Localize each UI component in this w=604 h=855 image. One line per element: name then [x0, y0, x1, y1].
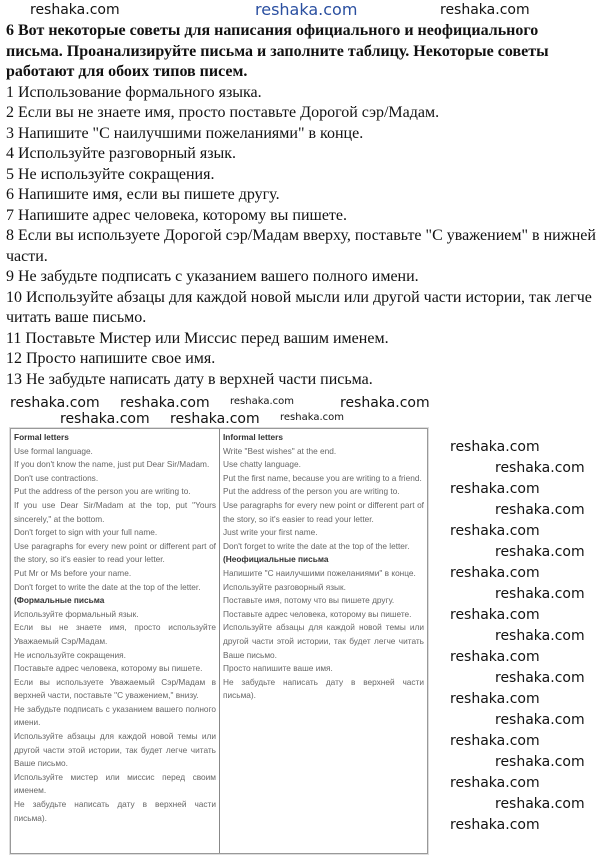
watermark: reshaka.com: [450, 649, 540, 665]
watermark: reshaka.com: [450, 775, 540, 791]
watermark: reshaka.com: [440, 2, 530, 18]
tip-item: 3 Напишите "С наилучшими пожеланиями" в конце.: [6, 124, 364, 142]
column-header-ru: (Неофициальные письма: [223, 554, 329, 565]
tip-item: 4 Используйте разговорный язык.: [6, 145, 237, 162]
table-cell-line: Don't forget to sign with your full name.: [14, 527, 158, 538]
watermark: reshaka.com: [495, 544, 585, 560]
answer-table: [10, 428, 428, 854]
watermark: reshaka.com: [450, 691, 540, 707]
table-cell-line: Put the first name, because you are writing to a friend.: [223, 472, 422, 483]
table-cell-line: Просто напишите ваше имя.: [223, 663, 333, 674]
table-cell-line: Put the address of the person you are writing to.: [14, 486, 191, 497]
tip-item: 8 Если вы используете Дорогой сэр/Мадам вверху, поставьте "С уважением" в нижней части.: [6, 227, 596, 265]
tip-item: 12 Просто напишите свое имя.: [6, 350, 216, 367]
table-cell-line: Поставьте имя, потому что вы пишете другу.: [223, 595, 395, 606]
table-cell-line: Use paragraphs for every new point or different part of the story, so it's easier to read your letter.: [14, 540, 216, 565]
watermark: reshaka.com: [10, 395, 100, 411]
table-cell-line: Используйте абзацы для каждой новой темы или другой части этой истории, так будет легче читать Ваше письмо.: [14, 731, 216, 769]
tip-item: 7 Напишите адрес человека, которому вы пишете.: [6, 206, 348, 224]
table-cell-line: If you use Dear Sir/Madam at the top, put "Yours sincerely," at the bottom.: [14, 499, 216, 524]
watermark: reshaka.com: [495, 712, 585, 728]
watermark: reshaka.com: [340, 395, 430, 411]
table-cell-line: Write "Best wishes" at the end.: [223, 445, 337, 456]
watermark: reshaka.com: [450, 817, 540, 833]
table-cell-line: Just write your first name.: [223, 527, 318, 538]
watermark: reshaka.com: [495, 754, 585, 770]
watermark: reshaka.com: [450, 481, 540, 497]
watermark: reshaka.com: [450, 733, 540, 749]
table-cell-line: Используйте абзацы для каждой новой темы или другой части этой истории, так будет легче читать Ваше письмо.: [223, 622, 424, 660]
table-cell-line: Напишите "С наилучшими пожеланиями" в конце.: [223, 567, 416, 578]
watermark: reshaka.com: [280, 412, 344, 423]
table-cell-line: Используйте разговорный язык.: [223, 581, 346, 592]
watermark: reshaka.com: [30, 2, 120, 18]
tip-item: 1 Использование формального языка.: [6, 83, 262, 101]
watermark: reshaka.com: [170, 411, 260, 427]
table-cell-line: Don't forget to write the date at the top of the letter.: [223, 540, 410, 551]
table-cell-line: Use formal language.: [14, 445, 93, 456]
watermark: reshaka.com: [495, 502, 585, 518]
watermark: reshaka.com: [60, 411, 150, 427]
column-header: Informal letters: [223, 432, 283, 442]
table-cell-line: Поставьте адрес человека, которому вы пишете.: [223, 608, 412, 619]
table-cell-line: Put Mr or Ms before your name.: [14, 567, 132, 578]
table-cell-line: Если вы не знаете имя, просто используйте Уважаемый Сэр/Мадам.: [14, 622, 216, 646]
watermark: reshaka.com: [495, 586, 585, 602]
watermark: reshaka.com: [450, 607, 540, 623]
watermark: reshaka.com: [450, 523, 540, 539]
table-cell-line: If you don't know the name, just put Dear Sir/Madam.: [14, 459, 210, 470]
exercise-text: [6, 21, 598, 390]
table-cell-line: Don't forget to write the date at the top of the letter.: [14, 581, 201, 592]
table-cell-line: Put the address of the person you are writing to.: [223, 486, 400, 497]
tip-item: 13 Не забудьте написать дату в верхней части письма.: [6, 370, 373, 388]
watermark: reshaka.com: [255, 0, 358, 19]
table-cell-line: Use chatty language.: [223, 459, 301, 470]
table-cell-line: Не используйте сокращения.: [14, 649, 126, 660]
table-cell-line: Не забудьте написать дату в верхней части письма).: [14, 799, 216, 823]
table-cell-line: Не забудьте написать дату в верхней части письма).: [223, 676, 424, 701]
column-header-ru: (Формальные письма: [14, 595, 105, 606]
watermark: reshaka.com: [230, 396, 294, 407]
tip-item: 9 Не забудьте подписать с указанием вашего полного имени.: [6, 268, 419, 285]
watermark: reshaka.com: [120, 395, 210, 411]
formal-letters-column: [11, 429, 219, 853]
table-cell-line: Поставьте адрес человека, которому вы пишете.: [14, 663, 203, 674]
watermark: reshaka.com: [495, 460, 585, 476]
tip-item: 2 Если вы не знаете имя, просто поставьте Дорогой сэр/Мадам.: [6, 104, 440, 121]
informal-letters-column: [219, 429, 427, 853]
table-cell-line: Don't use contractions.: [14, 472, 99, 483]
watermark: reshaka.com: [450, 439, 540, 455]
watermark: reshaka.com: [450, 565, 540, 581]
watermark: reshaka.com: [495, 796, 585, 812]
table-cell-line: Используйте мистер или миссис перед своим именем.: [14, 771, 216, 796]
table-cell-line: Use paragraphs for every new point or different part of the story, so it's easier to read your letter.: [223, 499, 424, 524]
table-cell-line: Используйте формальный язык.: [14, 608, 139, 619]
tips-list: [6, 83, 598, 391]
tip-item: 5 Не используйте сокращения.: [6, 165, 215, 183]
watermark: reshaka.com: [495, 628, 585, 644]
watermark: reshaka.com: [495, 670, 585, 686]
exercise-title: 6 Вот некоторые советы для написания официального и неофициального письма. Проанализируйте письма и заполните таблицу. Некоторые советы работают для обоих типов писем.: [6, 22, 549, 80]
tip-item: 11 Поставьте Мистер или Миссис перед вашим именем.: [6, 329, 389, 347]
column-header: Formal letters: [14, 432, 69, 442]
tip-item: 6 Напишите имя, если вы пишете другу.: [6, 186, 280, 203]
table-cell-line: Если вы используете Уважаемый Сэр/Мадам в верхней части, поставьте "С уважением," внизу.: [14, 676, 216, 701]
tip-item: 10 Используйте абзацы для каждой новой мысли или другой части истории, так легче читать ваше письмо.: [6, 288, 592, 326]
table-cell-line: Не забудьте подписать с указанием вашего полного имени.: [14, 703, 216, 728]
